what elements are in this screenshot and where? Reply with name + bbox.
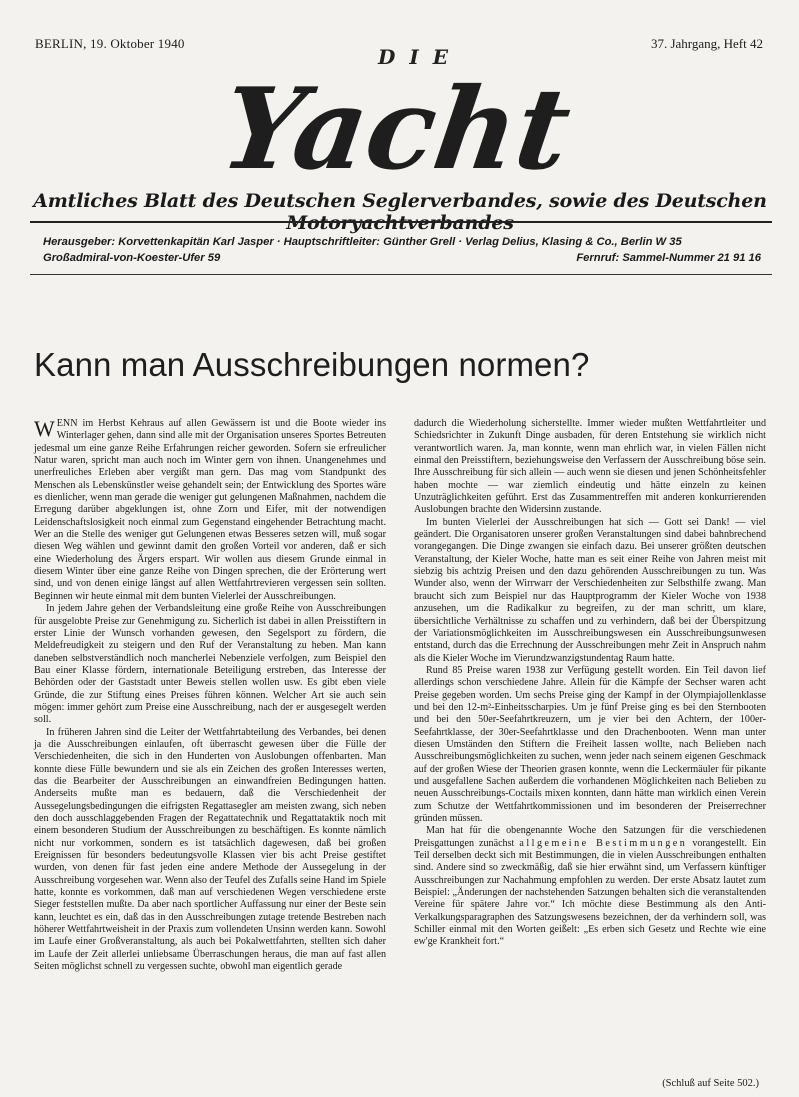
article-column-right xyxy=(414,418,766,949)
article-column-left xyxy=(34,418,386,973)
issue-date: BERLIN, 19. Oktober 1940 xyxy=(35,36,185,51)
publisher-address: Großadmiral-von-Koester-Ufer 59 xyxy=(43,252,221,264)
masthead-title: Yacht xyxy=(214,62,579,195)
paragraph: In früheren Jahren sind die Leiter der Wettfahrtabteilung des Verbandes, bei denen ja die Ausschreibungen einlaufen, oft überrascht gewesen über die Fülle der Verschiedenheiten, die sich in den Hunderten von Auslobungen offenbarten. Man konnte diese Fülle bewundern und sie als ein Zeichen des großen Interesses werten, das die Bearbeiter der Ausschreibungen an einwandfreien Bedingungen hatten. Anderseits mußte man es bedauern, daß die Verschiedenheit der Aussegelungsbedingungen die eifrigsten Regattasegler am meisten zwang, sich neben den doch ausschlaggebenden Fragen der Regattatechnik und Regattataktik noch mit einem besonderen Studium der Ausschreibungen zu beschäftigen. Es konnte nämlich nicht nur vorkommen, sondern es ist tatsächlich dagewesen, daß bei großen Ereignissen für besonders bedeutungsvolle Klassen vier bis acht Preise gestiftet wurden, von denen für fast jeden eine andere Methode der Aussegelung in der Ausschreibung vorgesehen war. Wenn also der Teufel des Zufalls seine Hand im Spiele hatte, konnte es vorkommen, daß man auf verschiedenen Wegen verschiedene erste Sieger feststellen mußte. Da aber nach sportlicher Auffassung nur einer der Beste sein kann, leuchtet es ein, daß das in den Ausschreibungen zutage tretende Bestreben nach höherer Wettfahrtweisheit in der Praxis zum vollendeten Unsinn werden kann. Sowohl im Laufe einer Großveranstaltung, als auch bei Pokalwettfahrten, stellten sich daher im Laufe der Zeit allerlei unliebsame Überraschungen heraus, die man auf fast allen Seiten möglichst schnell zu vergessen suchte, obwohl man eigentlich gerade xyxy=(34,726,386,973)
paragraph-text: Man hat für die obengenannte Woche den Satzungen für die verschiedenen Preisgattungen zunächst xyxy=(414,825,766,849)
paragraph-text: vorangestellt. Ein Teil derselben deckt sich mit Bestimmungen, die in vielen Ausschreibungen enthalten sind. Andere sind so zweckmäßig, daß sie hier erwähnt sind, um Verfassern künftiger Ausschreibungen zur Nachahmung empfohlen zu werden. Der erste Absatz lautet zum Beispiel: „Änderungen der nachstehenden Satzungen behalten sich die veranstaltenden Vereine für spätere Jahre vor.“ Ich möchte diese Bestimmung als den Anti-Verkalkungsparagraphen des Satzungswesens bezeichnen, der da verhindern soll, was Schiller einmal mit den Worten geißelt: „Es erben sich Gesetz und Rechte wie eine ew'ge Krankheit fort.“ xyxy=(414,837,767,948)
drop-cap: W xyxy=(34,416,55,441)
paragraph xyxy=(34,418,386,603)
spaced-emphasis: allgemeine Bestimmungen xyxy=(519,837,688,849)
paragraph: In jedem Jahre gehen der Verbandsleitung eine große Reihe von Ausschreibungen für ausgelobte Preise zur Genehmigung zu. Sicherlich ist dabei in allen Preisstiftern in erster Linie der Wunsch vorhanden gewesen, den Segelsport zu fördern, die Meldefreudigkeit zu steigern und den Ruf der Veranstaltung zu heben. Man kann daneben selbstverständlich noch mancherlei Nebenziele verfolgen, zum Beispiel den Bau einer Klasse fördern, internationale Beteiligung erstreben, das Interesse der Behörden oder der Gaststadt unter Beweis stellen wollen usw. Es gibt eben viele Gründe, die zur Stiftung eines Preises führen können. Welcher Art sie auch sein mögen: immer gehört zum Preise eine Ausschreibung, nach der er ausgesegelt werden soll. xyxy=(34,603,386,726)
paragraph xyxy=(414,825,766,948)
publisher-phone: Fernruf: Sammel-Nummer 21 91 16 xyxy=(576,252,761,264)
masthead-die: DIE xyxy=(378,45,462,69)
top-rule xyxy=(30,221,772,223)
paragraph: Rund 85 Preise waren 1938 zur Verfügung gestellt worden. Ein Teil davon lief allerdings schon verschiedene Jahre. Allein für die Kämpfe der Sechser waren acht Preise gegeben worden. Um sechs Preise ging der Kampf in der Olympiajollenklasse und bei den 12-m²-Einheitsscharpies. Um je fünf Preise ging es bei den Sternbooten und bei den 50er-Seefahrtkreuzern, um je vier bei den Achtern, der 100er-Seefahrtklasse, der 30er-Seefahrtklasse und den Drachenbooten. Wenn man unter diesen Umständen den Stiftern die Freiheit lassen wollte, nach Belieben nach Ausschreibungsmöglichkeiten zu suchen, wenn jeder nach seinem eigenen Geschmack auf der großen Wiese der Theorien grasen konnte, wenn die Leckermäuler für pikante und ausgefallene Sachen außerdem die vorhandenen Möglichkeiten nach Belieben zu neuen Ausschreibungs-Coctails mixen konnten, dann hätte man wirklich einen Verein zum Schutze der Wettfahrtkommissionen und im besonderen der Preiserrechner gründen müssen. xyxy=(414,664,766,824)
publisher-line: Herausgeber: Korvettenkapitän Karl Jasper · Hauptschriftleiter: Günther Grell · Verlag Delius, Klasing & Co., Berlin W 35 xyxy=(43,236,682,248)
official-gazette-line: Amtliches Blatt des Deutschen Seglerverbandes, sowie des Deutschen Motoryachtverbandes xyxy=(33,190,767,234)
paragraph-text: ENN im Herbst Kehraus auf allen Gewässern ist und die Boote wieder ins Winterlager gehen, dann sind alle mit der Organisation unseres Sportes Betreuten jedesmal um eine ganze Reihe Erfahrungen reicher geworden. Sofern sie erfreulicher Natur waren, spricht man auch noch im Winter gern von ihnen. Unangenehmes und unerfreuliches Erleben aber vergißt man gern. Das mag vom Standpunkt des Menschen als Lebenskünstler weise gehandelt sein; der Entwicklung des Sportes wäre es dienlicher, wenn man gerade die weniger gut gelungenen Maßnahmen, nachdem die Erregung darüber abgeklungen ist, ohne Zorn und Eifer, mit der notwendigen Leidenschaftslosigkeit noch einmal zum Gegenstand eingehender Betrachtung macht. Wer an die Stelle des weniger gut Gelungenen etwas Besseres setzen will, muß sogar diesen Weg wählen und gewinnt damit den großen Vorteil vor anderen, daß er sich eine Wiederholung des Ärgers erspart. Wir wollen aus diesem Grunde einmal in diesem Winter über eine ganze Reihe von Dingen sprechen, die der Erörterung wert sind, und von denen einige längst auf allen Wettfahrtrevieren vergessen sein sollten. Beginnen wir heute einmal mit dem bunten Vielerlei der Ausschreibungen. xyxy=(34,418,386,602)
continuation-note: (Schluß auf Seite 502.) xyxy=(662,1078,759,1089)
article-headline: Kann man Ausschreibungen normen? xyxy=(34,346,590,383)
bottom-rule xyxy=(30,274,772,275)
masthead-logo xyxy=(214,40,579,195)
issue-number: 37. Jahrgang, Heft 42 xyxy=(650,36,763,51)
paragraph: dadurch die Wiederholung sicherstellte. Immer wieder mußten Wettfahrtleiter und Schiedsrichter in Zukunft Dinge ausbaden, für deren Entstehung sie wirklich nicht verantwortlich waren. Ja, man konnte, wenn man ehrlich war, in vielen Fällen nicht einmal den Preisstiftern, beziehungsweise den Verfassern der Ausschreibung böse sein. Ihre Ausschreibung für sich allein — auch wenn sie diesen und jenen Schönheitsfehler haben mochte — war ziemlich eindeutig und hätte einzeln zu keinen Unzuträglichkeiten geführt. Erst das Zusammentreffen mit anderen konkurrierenden Auslobungen brachte den Widersinn zustande. xyxy=(414,418,766,516)
paragraph: Im bunten Vielerlei der Ausschreibungen hat sich — Gott sei Dank! — viel geändert. Die Organisatoren unserer großen Veranstaltungen sind dabei bahnbrechend vorangegangen. Die Dinge zwangen sie einfach dazu. Bei unserer größten deutschen Veranstaltung, der Kieler Woche, hatte man es seit einer Reihe von Jahren meist mit siebzig bis achtzig Preisen und den dazu gehörenden Ausschreibungen zu tun. Was Wunder also, wenn der Wirrwarr der Verschiedenheiten zur Selbsthilfe zwang. Man braucht sich zum Beispiel nur das Hauptprogramm der Kieler Woche von 1938 anzusehen, um die Radikalkur zu begreifen, zu der man schritt, um klare, übersichtliche Verhältnisse zu schaffen und zu verhindern, daß bei der Überspitzung der Variationsmöglichkeiten im Ausschreibungswesen ein Ausschreibungsunwesen entstand, durch das die Errechnung der Ausschreibungen mehr Zeit in Anspruch nahm als die Kieler Woche im Vierundzwanzigstundentag Raum hatte. xyxy=(414,516,766,664)
